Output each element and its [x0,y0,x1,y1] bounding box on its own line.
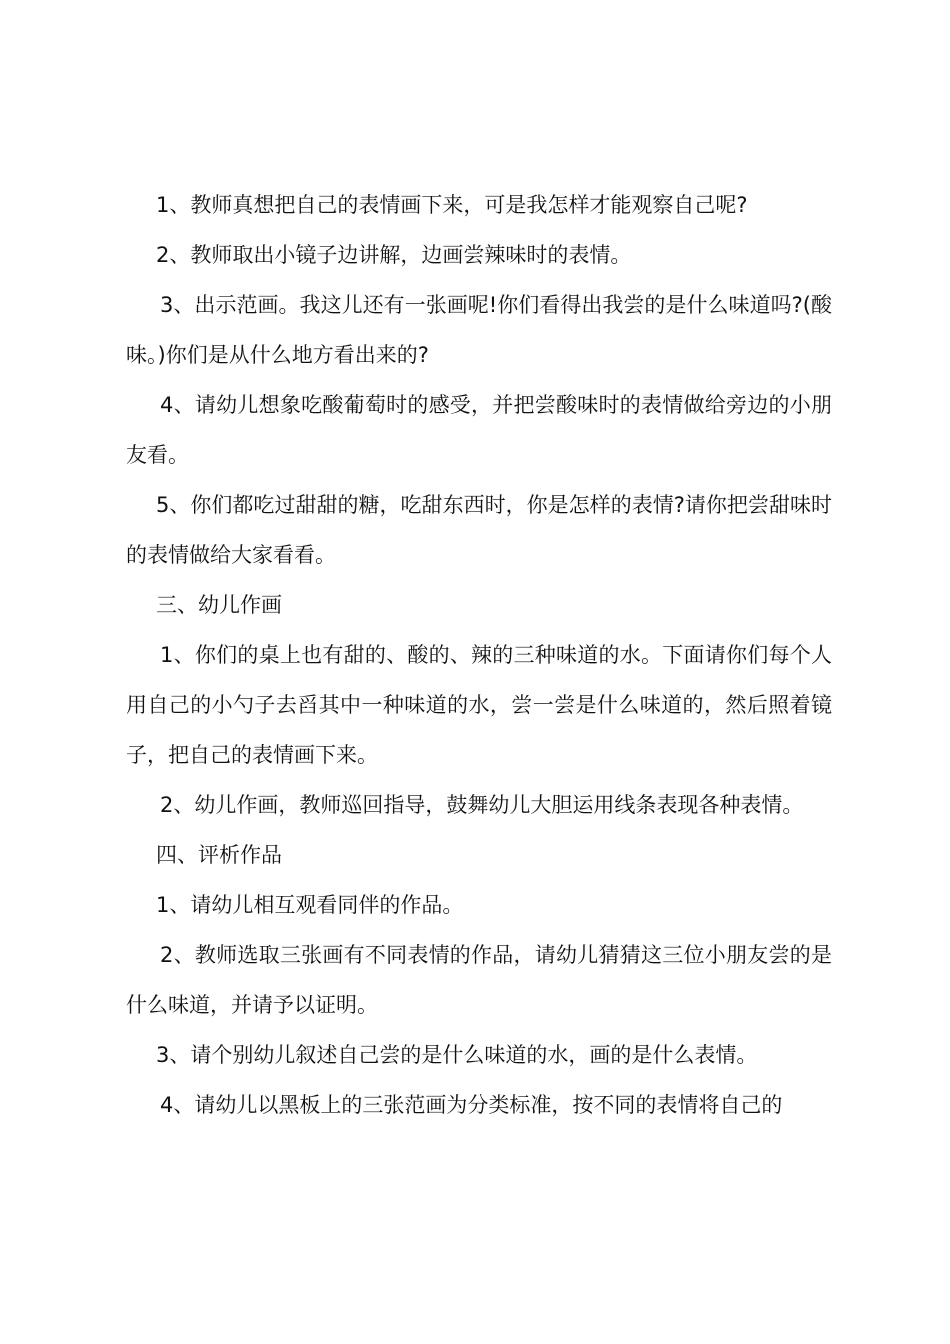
paragraph-step-1: 1、教师真想把自己的表情画下来，可是我怎样才能观察自己呢? [156,193,748,217]
section-heading-3: 三、幼儿作画 [156,593,282,617]
paragraph-step-4: 4、请幼儿想象吃酸葡萄时的感受，并把尝酸味时的表情做给旁边的小朋友看。 [126,393,832,467]
paragraph-drawing-2: 2、幼儿作画，教师巡回指导，鼓舞幼儿大胆运用线条表现各种表情。 [160,793,804,817]
paragraph-step-3: 3、出示范画。我这儿还有一张画呢!你们看得出我尝的是什么味道吗?(酸味。)你们是从什么地方看出来的? [126,293,832,367]
section-heading-4: 四、评析作品 [156,843,282,867]
paragraph-review-2: 2、教师选取三张画有不同表情的作品，请幼儿猜猜这三位小朋友尝的是什么味道，并请予以证明。 [126,943,832,1017]
paragraph-drawing-1: 1、你们的桌上也有甜的、酸的、辣的三种味道的水。下面请你们每个人用自己的小勺子去舀其中一种味道的水，尝一尝是什么味道的，然后照着镜子，把自己的表情画下来。 [126,643,832,767]
paragraph-review-4: 4、请幼儿以黑板上的三张范画为分类标准，按不同的表情将自己的 [160,1093,783,1117]
paragraph-step-2: 2、教师取出小镜子边讲解，边画尝辣味时的表情。 [156,243,632,267]
paragraph-review-3: 3、请个别幼儿叙述自己尝的是什么味道的水，画的是什么表情。 [156,1043,758,1067]
paragraph-step-5: 5、你们都吃过甜甜的糖，吃甜东西时，你是怎样的表情?请你把尝甜味时的表情做给大家看看。 [126,493,832,567]
document-body [126,180,832,1130]
paragraph-review-1: 1、请幼儿相互观看同伴的作品。 [156,893,464,917]
